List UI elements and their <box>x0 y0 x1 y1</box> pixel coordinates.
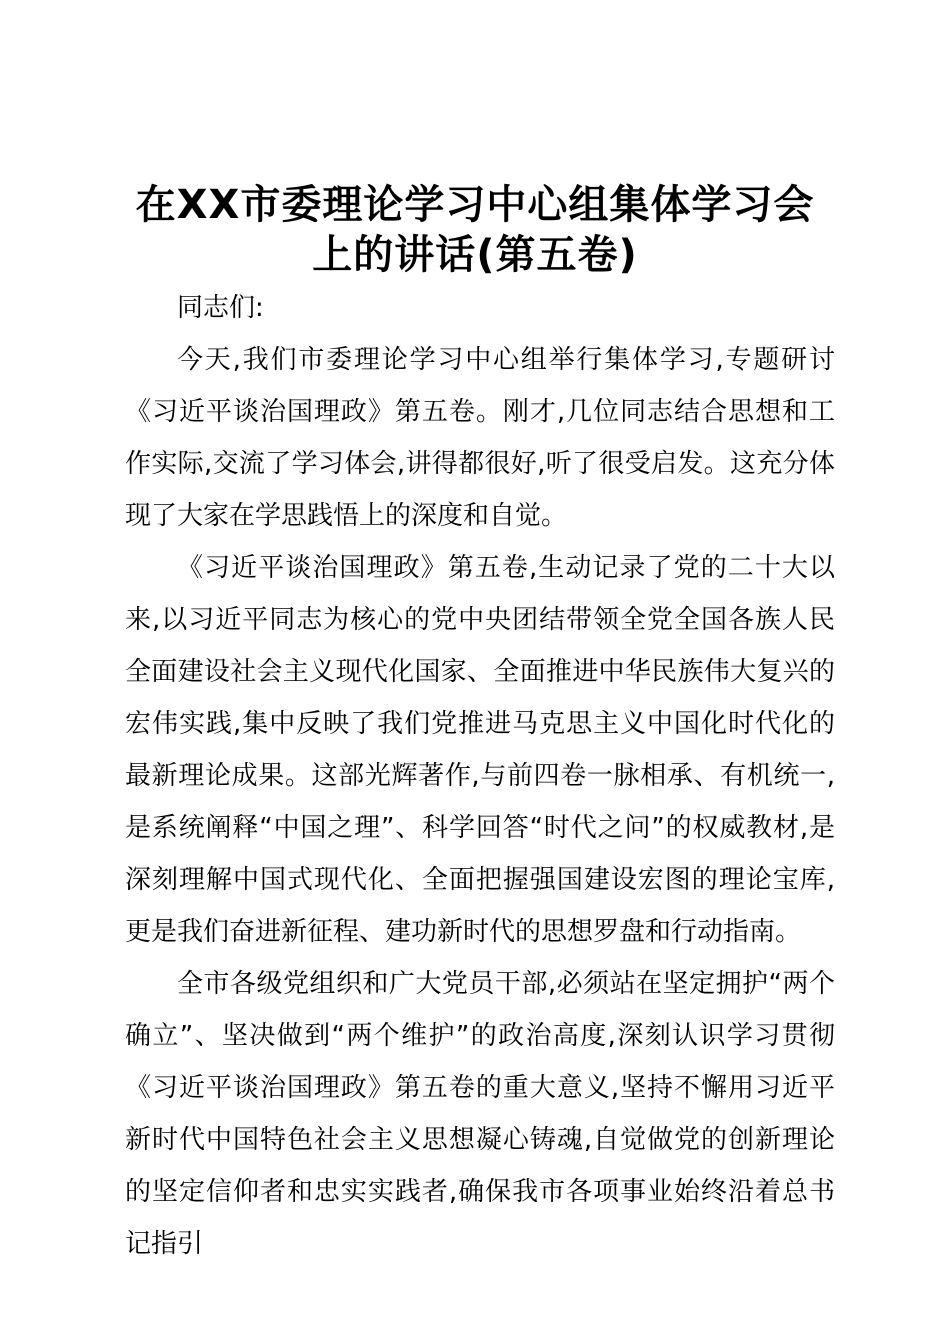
document-body <box>125 282 835 1270</box>
paragraph-3: 全市各级党组织和广大党员干部,必须站在坚定拥护“两个确立”、坚决做到“两个维护”的政治高度,深刻认识学习贯彻《习近平谈治国理政》第五卷的重大意义,坚持不懈用习近平新时代中国特色社会主义思想凝心铸魂,自觉做党的创新理论的坚定信仰者和忠实实践者,确保我市各项事业始终沿着总书记指引 <box>125 969 835 1259</box>
document-title: 在XX市委理论学习中心组集体学习会上的讲话(第五卷) <box>135 182 815 278</box>
salutation: 同志们: <box>177 293 264 323</box>
paragraph-2: 《习近平谈治国理政》第五卷,生动记录了党的二十大以来,以习近平同志为核心的党中央团结带领全党全国各族人民全面建设社会主义现代化国家、全面推进中华民族伟大复兴的宏伟实践,集中反映了我们党推进马克思主义中国化时代化的最新理论成果。这部光辉著作,与前四卷一脉相承、有机统一,是系统阐释“中国之理”、科学回答“时代之问”的权威教材,是深刻理解中国式现代化、全面把握强国建设宏图的理论宝库,更是我们奋进新征程、建功新时代的思想罗盘和行动指南。 <box>125 553 835 947</box>
paragraph-1: 今天,我们市委理论学习中心组举行集体学习,专题研讨《习近平谈治国理政》第五卷。刚才,几位同志结合思想和工作实际,交流了学习体会,讲得都很好,听了很受启发。这充分体现了大家在学思践悟上的深度和自觉。 <box>125 345 835 531</box>
